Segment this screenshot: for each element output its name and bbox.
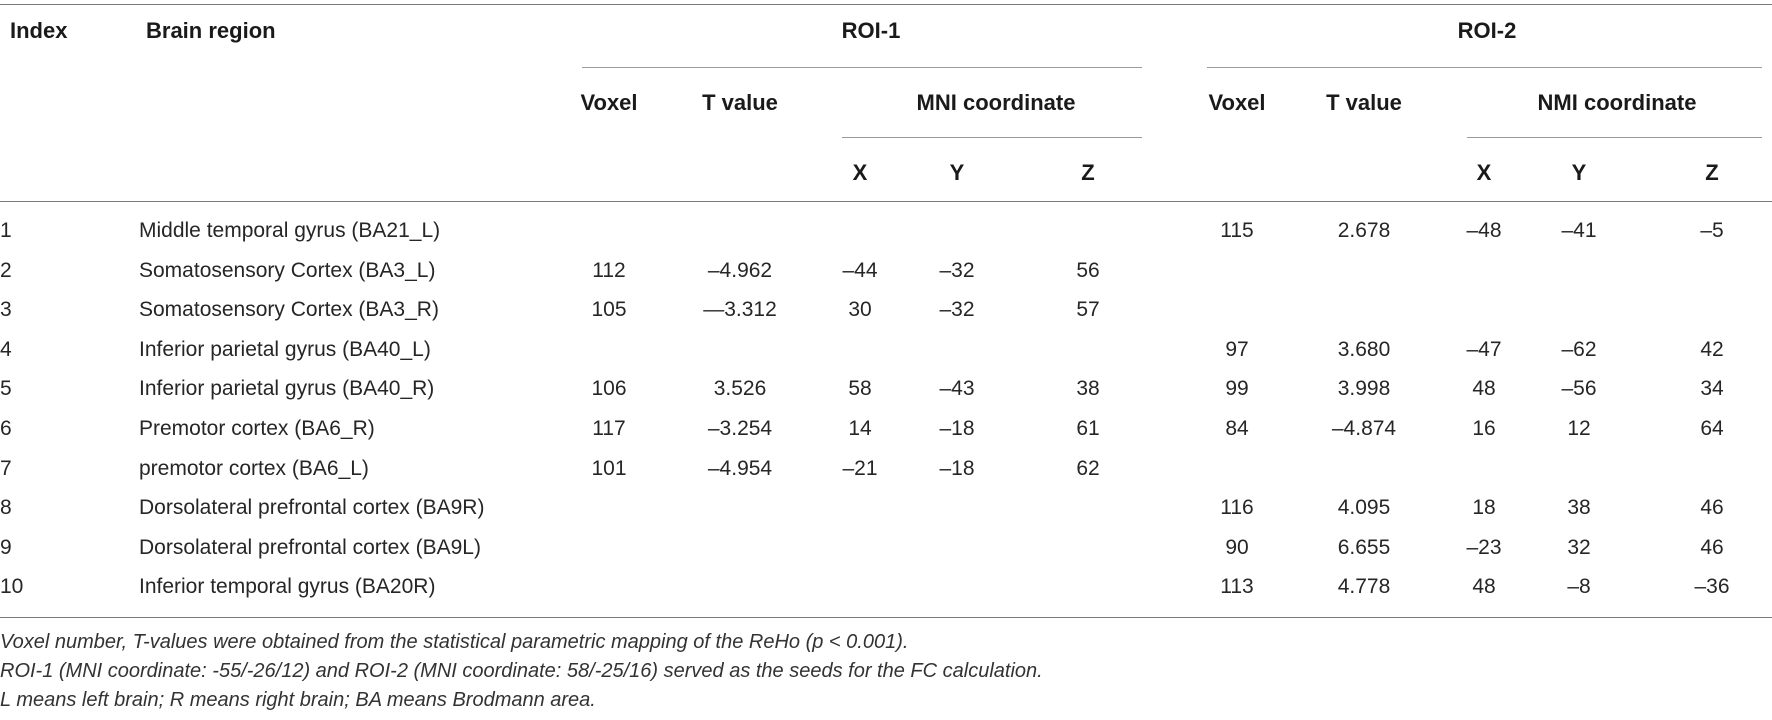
cell-brain-region: Dorsolateral prefrontal cortex (BA9R): [139, 496, 485, 520]
cell-roi1-x: –21: [842, 456, 878, 480]
cell-brain-region: Premotor cortex (BA6_R): [139, 417, 375, 440]
cell-roi1-z: 62: [1076, 456, 1100, 480]
cell-brain-region: Somatosensory Cortex (BA3_R): [139, 298, 439, 322]
footnote-1: Voxel number, T-values were obtained from the statistical parametric mapping of the ReHo (p < 0.001).: [0, 631, 909, 653]
cell-index: 4: [0, 337, 12, 361]
header-roi2-voxel: Voxel: [1208, 90, 1266, 115]
cell-roi2-y: 32: [1567, 535, 1591, 559]
roi1-group-rule: [582, 67, 1142, 68]
cell-roi2-y: 12: [1567, 417, 1591, 440]
header-roi1-coord: MNI coordinate: [916, 90, 1076, 115]
cell-roi2-voxel: 115: [1220, 219, 1254, 242]
cell-roi2-y: –56: [1561, 377, 1597, 401]
cell-roi1-z: 57: [1076, 298, 1100, 322]
cell-roi2-voxel: 90: [1225, 535, 1249, 559]
cell-roi1-y: –32: [939, 298, 975, 322]
cell-roi1-voxel: 106: [591, 377, 627, 401]
header-roi2-t-value: T value: [1326, 90, 1402, 115]
cell-index: 7: [0, 456, 12, 480]
cell-index: 5: [0, 377, 12, 401]
cell-roi1-voxel: 117: [592, 417, 626, 440]
cell-roi2-t-value: 2.678: [1337, 219, 1391, 242]
cell-index: 1: [0, 219, 12, 242]
roi2-group-rule: [1207, 67, 1762, 68]
cell-roi1-t-value: –3.254: [707, 417, 773, 440]
cell-roi2-z: 42: [1700, 337, 1724, 361]
cell-roi1-y: –18: [939, 417, 975, 440]
table-bottom-rule: [0, 617, 1772, 618]
cell-roi1-t-value: —3.312: [703, 298, 777, 322]
cell-roi2-voxel: 113: [1220, 575, 1254, 599]
cell-roi2-x: 48: [1472, 377, 1496, 401]
cell-index: 3: [0, 298, 12, 322]
header-roi2-y: Y: [1571, 160, 1587, 185]
cell-roi1-x: –44: [842, 258, 878, 282]
cell-roi1-z: 61: [1076, 417, 1100, 440]
cell-roi1-voxel: 105: [591, 298, 627, 322]
cell-roi2-t-value: 3.680: [1337, 337, 1391, 361]
cell-roi1-x: 14: [848, 417, 872, 440]
footnote-3: L means left brain; R means right brain; BA means Brodmann area.: [0, 689, 596, 711]
header-roi2-z: Z: [1705, 160, 1719, 185]
cell-roi2-t-value: 4.778: [1337, 575, 1391, 599]
cell-roi2-y: –62: [1561, 337, 1597, 361]
cell-roi2-z: 46: [1700, 535, 1724, 559]
roi1-coord-rule: [842, 137, 1142, 138]
cell-roi1-t-value: 3.526: [713, 377, 767, 401]
header-bottom-rule: [0, 201, 1772, 202]
header-roi2: ROI-2: [1457, 18, 1517, 43]
roi2-coord-rule: [1467, 137, 1762, 138]
cell-roi2-voxel: 97: [1225, 337, 1249, 361]
cell-brain-region: premotor cortex (BA6_L): [139, 456, 369, 480]
cell-index: 8: [0, 496, 12, 520]
cell-roi2-voxel: 84: [1225, 417, 1249, 440]
cell-roi1-y: –32: [939, 258, 975, 282]
cell-roi2-z: 34: [1700, 377, 1724, 401]
cell-roi2-voxel: 99: [1225, 377, 1249, 401]
header-roi2-coord: NMI coordinate: [1537, 90, 1697, 115]
footnote-2: ROI-1 (MNI coordinate: -55/-26/12) and ROI-2 (MNI coordinate: 58/-25/16) served as the seeds for the FC calculation.: [0, 660, 1043, 682]
cell-brain-region: Somatosensory Cortex (BA3_L): [139, 258, 436, 282]
cell-brain-region: Inferior temporal gyrus (BA20R): [139, 575, 436, 599]
cell-index: 9: [0, 535, 12, 559]
cell-roi1-voxel: 112: [592, 258, 626, 282]
cell-roi1-y: –18: [939, 456, 975, 480]
cell-roi2-y: –41: [1561, 219, 1597, 242]
header-roi1-t-value: T value: [702, 90, 778, 115]
cell-roi2-x: –48: [1466, 219, 1502, 242]
cell-roi2-t-value: 6.655: [1337, 535, 1391, 559]
header-roi2-x: X: [1476, 160, 1492, 185]
cell-roi1-x: 58: [848, 377, 872, 401]
cell-roi2-z: –36: [1694, 575, 1730, 599]
cell-roi2-t-value: 3.998: [1337, 377, 1391, 401]
header-roi1-x: X: [852, 160, 868, 185]
cell-brain-region: Middle temporal gyrus (BA21_L): [139, 219, 441, 242]
cell-roi2-x: –47: [1466, 337, 1502, 361]
header-brain-region: Brain region: [146, 18, 276, 43]
cell-roi1-y: –43: [939, 377, 975, 401]
cell-brain-region: Dorsolateral prefrontal cortex (BA9L): [139, 535, 481, 559]
cell-brain-region: Inferior parietal gyrus (BA40_L): [139, 337, 431, 361]
cell-index: 2: [0, 258, 12, 282]
cell-roi1-t-value: –4.954: [707, 456, 773, 480]
table-top-rule: [0, 4, 1772, 5]
cell-roi1-t-value: –4.962: [707, 258, 773, 282]
cell-roi2-voxel: 116: [1220, 496, 1254, 520]
cell-index: 6: [0, 417, 12, 440]
cell-roi2-x: 48: [1472, 575, 1496, 599]
cell-roi2-z: 64: [1700, 417, 1724, 440]
header-roi1: ROI-1: [841, 18, 901, 43]
cell-brain-region: Inferior parietal gyrus (BA40_R): [139, 377, 435, 401]
cell-roi2-y: –8: [1567, 575, 1591, 599]
cell-roi1-voxel: 101: [591, 456, 627, 480]
cell-roi2-x: 16: [1472, 417, 1496, 440]
header-roi1-voxel: Voxel: [580, 90, 638, 115]
header-roi1-z: Z: [1081, 160, 1095, 185]
cell-roi1-z: 56: [1076, 258, 1100, 282]
cell-roi2-t-value: 4.095: [1337, 496, 1391, 520]
cell-roi2-x: –23: [1466, 535, 1502, 559]
cell-roi2-x: 18: [1472, 496, 1496, 520]
cell-roi2-t-value: –4.874: [1331, 417, 1397, 440]
cell-roi1-x: 30: [848, 298, 872, 322]
header-roi1-y: Y: [949, 160, 965, 185]
cell-roi2-z: –5: [1700, 219, 1724, 242]
cell-roi1-z: 38: [1076, 377, 1100, 401]
header-index: Index: [10, 18, 68, 43]
cell-index: 10: [0, 575, 24, 599]
cell-roi2-z: 46: [1700, 496, 1724, 520]
cell-roi2-y: 38: [1567, 496, 1591, 520]
